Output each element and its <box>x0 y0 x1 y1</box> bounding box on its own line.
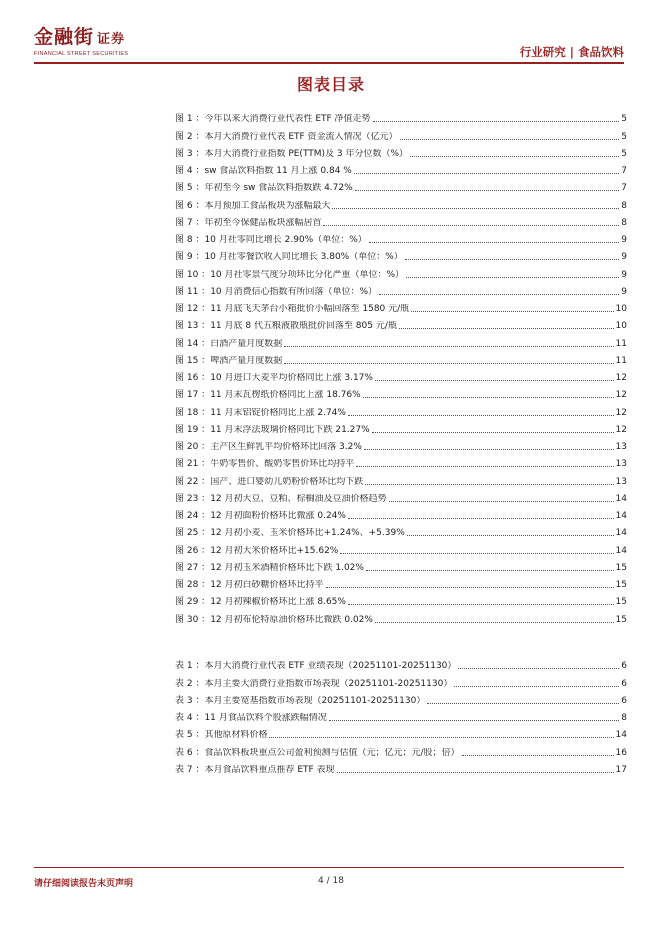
figure-entry[interactable] <box>175 281 627 298</box>
figure-entry-page: 9 <box>621 269 627 280</box>
table-entry-label: 表 3 ： <box>175 695 205 706</box>
figure-entry[interactable] <box>175 505 627 522</box>
leader-dots <box>400 139 620 140</box>
figure-entry-text: 牛奶零售价、酸奶零售价环比均持平 <box>210 459 355 470</box>
figure-entry-page: 5 <box>621 114 627 125</box>
page-title: 图表目录 <box>296 75 365 94</box>
logo-sub-text: 证券 <box>97 32 126 47</box>
figure-entry-label: 图 5 ： <box>175 183 205 194</box>
table-entry-page: 6 <box>621 695 627 706</box>
figure-entry-text: 年初至今 sw 食品饮料指数跌 4.72% <box>204 183 353 194</box>
leader-dots <box>329 720 619 721</box>
leader-dots <box>375 380 614 381</box>
footer-disclaimer: 请仔细阅读报告末页声明 <box>34 879 134 889</box>
table-entry-label: 表 2 ： <box>175 678 205 689</box>
leader-dots <box>373 121 620 122</box>
figure-entry[interactable] <box>175 143 627 160</box>
table-list <box>175 655 627 776</box>
figure-entry-label: 图 9 ： <box>175 252 205 263</box>
table-entry-label: 表 4 ： <box>175 713 205 723</box>
figure-list <box>175 108 627 626</box>
figure-entry-label: 图 30 ： <box>175 614 211 625</box>
figure-entry[interactable] <box>175 298 627 315</box>
logo-text: 金融街 <box>34 26 95 48</box>
figure-entry-label: 图 3 ： <box>175 148 205 159</box>
figure-entry-text: 主产区生鲜乳平均价格环比回落 3.2% <box>210 442 362 452</box>
figure-entry-label: 图 1 ： <box>175 114 205 125</box>
figure-entry-page: 11 <box>615 355 627 366</box>
figure-entry-label: 图 16 ： <box>175 373 211 383</box>
figure-entry-text: 12 月初大米价格环比+15.62% <box>210 545 339 556</box>
leader-dots <box>326 587 614 588</box>
figure-entry-page: 15 <box>615 580 627 590</box>
figure-entry-text: 12 月初辣椒价格环比上涨 8.65% <box>210 597 346 608</box>
figure-entry-text: 国产、进口婴幼儿奶粉价格环比均下跌 <box>210 476 364 487</box>
leader-dots <box>375 622 614 623</box>
figure-entry[interactable] <box>175 436 627 453</box>
figure-entry-page: 10 <box>615 304 627 314</box>
leader-dots <box>364 449 614 450</box>
figure-entry[interactable] <box>175 367 627 384</box>
figure-entry-label: 图 7 ： <box>175 217 205 228</box>
figure-entry-text: 12 月初面粉价格环比微涨 0.24% <box>210 511 346 521</box>
figure-entry-label: 图 12 ： <box>175 304 211 314</box>
figure-entry-text: 12 月初小麦、玉米价格环比+1.24%、+5.39% <box>210 528 405 539</box>
figure-entry-label: 图 14 ： <box>175 338 211 349</box>
table-entry-text: 本月食品饮料重点推荐 ETF 表现 <box>204 764 335 775</box>
table-entry-page: 6 <box>621 661 627 672</box>
table-entry-page: 14 <box>615 730 627 741</box>
figure-entry-page: 12 <box>615 390 627 401</box>
leader-dots <box>340 553 613 554</box>
table-entry[interactable] <box>175 672 627 689</box>
figure-entry-text: 10 月进口大麦平均价格同比上涨 3.17% <box>210 373 373 383</box>
leader-dots <box>284 346 613 347</box>
figure-entry-page: 9 <box>621 286 627 297</box>
figure-entry-label: 图 6 ： <box>175 200 205 211</box>
figure-entry-page: 12 <box>615 407 627 418</box>
figure-entry-page: 7 <box>621 183 627 194</box>
figure-entry-page: 7 <box>621 166 627 176</box>
figure-entry[interactable] <box>175 401 627 418</box>
figure-entry-label: 图 11 ： <box>175 286 211 297</box>
leader-dots <box>372 432 614 433</box>
figure-entry-text: 11 月末瓦楞纸价格同比上涨 18.76% <box>210 390 361 401</box>
table-entry-text: 食品饮料板块重点公司盈利预测与估值（元；亿元；元/股；倍） <box>204 747 460 758</box>
figure-entry[interactable] <box>175 212 627 229</box>
leader-dots <box>411 311 613 312</box>
page-header <box>0 0 662 70</box>
figure-entry[interactable] <box>175 522 627 539</box>
company-logo <box>34 26 128 57</box>
leader-dots <box>462 755 614 756</box>
figure-entry-page: 11 <box>615 338 627 349</box>
leader-dots <box>363 397 614 398</box>
figure-entry-text: 白酒产量月度数据 <box>210 338 283 349</box>
figure-entry-page: 12 <box>615 373 627 383</box>
figure-entry-page: 14 <box>615 511 627 521</box>
figure-entry-text: 12 月初大豆、豆粕、棕榈油及豆油价格趋势 <box>210 493 387 504</box>
leader-dots <box>458 668 619 669</box>
figure-entry[interactable] <box>175 160 627 177</box>
figure-entry[interactable] <box>175 557 627 574</box>
figure-entry-page: 14 <box>615 493 627 504</box>
figure-entry-text: 12 月初玉米酒精价格环比下跌 1.02% <box>210 562 364 573</box>
figure-entry-text: 11 月底飞天茅台小箱批价小幅回落至 1580 元/瓶 <box>210 304 410 314</box>
figure-entry-label: 图 10 ： <box>175 269 211 280</box>
figure-entry-label: 图 20 ： <box>175 442 211 452</box>
table-entry-page: 16 <box>615 747 627 758</box>
leader-dots <box>337 772 614 773</box>
figure-entry-page: 15 <box>615 562 627 573</box>
figure-entry-page: 5 <box>621 131 627 142</box>
figure-entry-text: 10 月社零餐饮收入同比增长 3.80%（单位：%） <box>204 252 403 263</box>
table-entry-label: 表 7 ： <box>175 764 205 775</box>
figure-entry-label: 图 28 ： <box>175 580 211 590</box>
figure-entry[interactable] <box>175 263 627 280</box>
figure-entry-text: 10 月消费信心指数有所回落（单位：%） <box>210 286 378 297</box>
figure-entry[interactable] <box>175 591 627 608</box>
leader-dots <box>366 570 614 571</box>
table-entry-text: 本月主要大消费行业指数市场表现（20251101-20251130） <box>204 678 453 689</box>
figure-entry-label: 图 19 ： <box>175 424 211 435</box>
figure-entry-label: 图 27 ： <box>175 562 211 573</box>
figure-entry-page: 10 <box>615 321 627 332</box>
leader-dots <box>365 484 613 485</box>
leader-dots <box>355 190 620 191</box>
figure-entry[interactable] <box>175 246 627 263</box>
footer-divider <box>34 867 624 868</box>
leader-dots <box>284 363 613 364</box>
table-entry[interactable] <box>175 707 627 724</box>
figure-entry[interactable] <box>175 539 627 556</box>
figure-entry-label: 图 8 ： <box>175 235 205 245</box>
figure-entry-text: 本月大消费行业代表 ETF 资金流入情况（亿元） <box>204 131 398 142</box>
leader-dots <box>407 535 614 536</box>
leader-dots <box>379 294 619 295</box>
figure-entry-page: 13 <box>615 476 627 487</box>
figure-entry[interactable] <box>175 350 627 367</box>
figure-entry-text: sw 食品饮料指数 11 月上涨 0.84 % <box>204 166 352 176</box>
figure-entry-page: 8 <box>621 200 627 211</box>
report-category: 行业研究 | 食品饮料 <box>519 45 624 59</box>
leader-dots <box>323 225 619 226</box>
table-entry-label: 表 6 ： <box>175 747 205 758</box>
figure-entry-label: 图 21 ： <box>175 459 211 470</box>
figure-entry-text: 12 月初白砂糖价格环比持平 <box>210 580 324 590</box>
figure-entry-page: 14 <box>615 545 627 556</box>
table-entry-text: 本月大消费行业代表 ETF 业绩表现（20251101-20251130） <box>204 661 457 672</box>
figure-entry-label: 图 23 ： <box>175 493 211 504</box>
figure-entry-text: 11 月末浮法玻璃价格同比下跌 21.27% <box>210 424 370 435</box>
figure-entry-label: 图 25 ： <box>175 528 211 539</box>
figure-entry[interactable] <box>175 384 627 401</box>
figure-entry-page: 5 <box>621 148 627 159</box>
figure-entry-label: 图 2 ： <box>175 131 205 142</box>
leader-dots <box>399 328 614 329</box>
figure-entry-label: 图 29 ： <box>175 597 211 608</box>
figure-entry-label: 图 24 ： <box>175 511 211 521</box>
leader-dots <box>354 173 619 174</box>
figure-entry-page: 13 <box>615 442 627 452</box>
leader-dots <box>406 277 619 278</box>
figure-entry-text: 今年以来大消费行业代表性 ETF 净值走势 <box>204 114 371 125</box>
table-entry[interactable] <box>175 759 627 776</box>
leader-dots <box>427 703 619 704</box>
leader-dots <box>348 415 614 416</box>
figure-entry-text: 本月大消费行业指数 PE(TTM)及 3 年分位数（%） <box>204 148 409 159</box>
figure-entry-text: 12 月初布伦特原油价格环比微跌 0.02% <box>210 614 373 625</box>
leader-dots <box>389 501 614 502</box>
figure-entry-text: 10 月社零景气度分项环比分化严重（单位：%） <box>210 269 405 280</box>
page-number: 4 / 18 <box>318 876 344 886</box>
figure-entry-label: 图 26 ： <box>175 545 211 556</box>
figure-entry[interactable] <box>175 470 627 487</box>
figure-entry-text: 11 月底 8 代五粮液散瓶批价回落至 805 元/瓶 <box>210 321 397 332</box>
leader-dots <box>454 686 619 687</box>
figure-entry-page: 12 <box>615 424 627 435</box>
figure-entry-text: 啤酒产量月度数据 <box>210 355 283 366</box>
table-entry[interactable] <box>175 690 627 707</box>
figure-entry-label: 图 22 ： <box>175 476 211 487</box>
figure-entry[interactable] <box>175 419 627 436</box>
figure-entry-label: 图 17 ： <box>175 390 211 401</box>
table-entry[interactable] <box>175 741 627 758</box>
figure-entry-page: 15 <box>615 614 627 625</box>
figure-entry[interactable] <box>175 488 627 505</box>
figure-entry[interactable] <box>175 453 627 470</box>
figure-entry[interactable] <box>175 194 627 211</box>
table-entry-text: 11 月食品饮料个股涨跌幅情况 <box>204 713 327 723</box>
figure-entry[interactable] <box>175 315 627 332</box>
figure-entry-page: 14 <box>615 528 627 539</box>
figure-entry[interactable] <box>175 574 627 591</box>
figure-entry-page: 15 <box>615 597 627 608</box>
figure-entry-text: 年初至今保健品板块涨幅居首 <box>204 217 322 228</box>
logo-english-text: FINANCIAL STREET SECURITIES <box>34 51 129 57</box>
table-entry-label: 表 1 ： <box>175 661 205 672</box>
figure-entry-label: 图 18 ： <box>175 407 211 418</box>
leader-dots <box>369 242 619 243</box>
leader-dots <box>356 466 613 467</box>
figure-entry[interactable] <box>175 177 627 194</box>
figure-entry-label: 图 15 ： <box>175 355 211 366</box>
table-entry-page: 8 <box>621 713 627 723</box>
figure-entry-label: 图 13 ： <box>175 321 211 332</box>
figure-entry[interactable] <box>175 229 627 246</box>
table-entry[interactable] <box>175 655 627 672</box>
header-divider <box>34 62 624 64</box>
figure-entry-text: 10 月社零同比增长 2.90%（单位：%） <box>204 235 367 245</box>
figure-entry-page: 9 <box>621 235 627 245</box>
leader-dots <box>332 208 619 209</box>
figure-entry-label: 图 4 ： <box>175 166 205 176</box>
figure-entry-page: 8 <box>621 217 627 228</box>
figure-entry[interactable] <box>175 608 627 625</box>
figure-entry-page: 9 <box>621 252 627 263</box>
figure-entry-text: 11 月末铝锭价格同比上涨 2.74% <box>210 407 346 418</box>
table-entry-page: 6 <box>621 678 627 689</box>
figure-entry-page: 13 <box>615 459 627 470</box>
leader-dots <box>348 604 614 605</box>
figure-entry[interactable] <box>175 108 627 125</box>
table-entry-text: 本月主要宽基指数市场表现（20251101-20251130） <box>204 695 426 706</box>
leader-dots <box>348 518 614 519</box>
table-entry-label: 表 5 ： <box>175 730 205 741</box>
figure-entry[interactable] <box>175 125 627 142</box>
leader-dots <box>410 156 619 157</box>
leader-dots <box>405 259 619 260</box>
figure-entry-text: 本月预加工食品板块为涨幅最大 <box>204 200 331 211</box>
table-entry[interactable] <box>175 724 627 741</box>
figure-entry[interactable] <box>175 332 627 349</box>
leader-dots <box>269 737 613 738</box>
table-entry-text: 其他原材料价格 <box>204 730 268 741</box>
table-entry-page: 17 <box>615 764 627 775</box>
